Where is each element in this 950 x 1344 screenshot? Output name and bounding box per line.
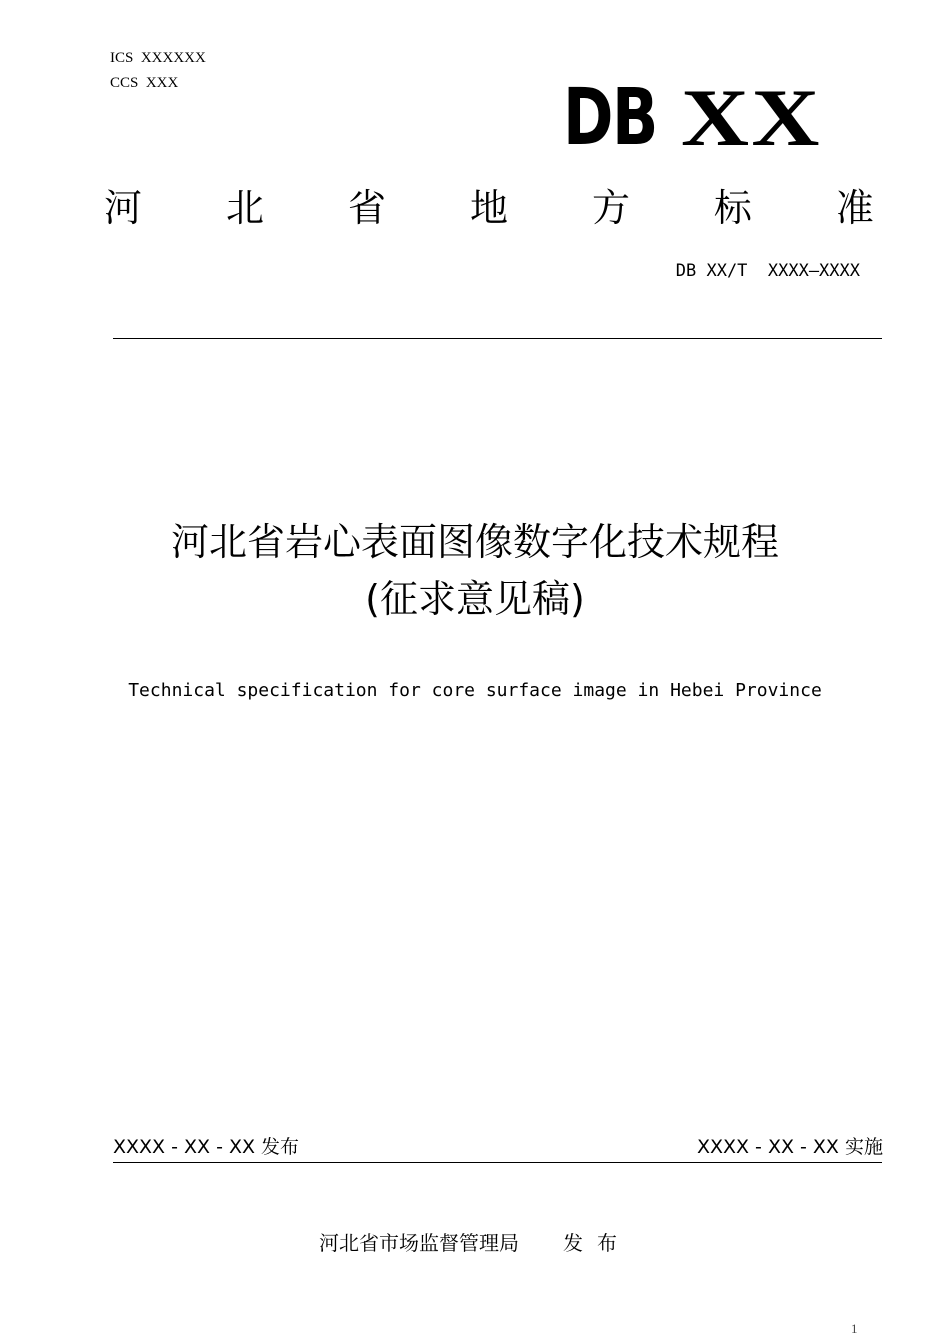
- publisher-verb: 发布: [563, 1231, 631, 1255]
- document-title: 河北省岩心表面图像数字化技术规程: [170, 520, 779, 564]
- standard-type-char: 河: [104, 186, 143, 230]
- standard-type-char: 北: [225, 186, 264, 230]
- publisher-line: [0, 1227, 950, 1256]
- footer-divider: [113, 1162, 882, 1163]
- standard-number: DB XX/T XXXX—XXXX: [675, 261, 860, 281]
- db-logo: [563, 72, 823, 163]
- page-number: 1: [851, 1321, 858, 1336]
- standard-type-char: 准: [835, 186, 874, 230]
- standard-type-char: 方: [591, 186, 630, 230]
- standard-type-heading: [104, 184, 874, 232]
- release-date: XXXX - XX - XX 发布: [113, 1136, 300, 1158]
- standard-type-char: 标: [713, 186, 752, 230]
- ccs-code: CCS XXX: [110, 75, 179, 91]
- publisher-organization: 河北省市场监督管理局: [319, 1231, 519, 1255]
- effective-date: XXXX - XX - XX 实施: [696, 1136, 883, 1158]
- english-title: Technical specification for core surface image in Hebei Province: [128, 680, 822, 701]
- header-divider: [113, 338, 882, 339]
- standard-type-char: 省: [347, 186, 386, 230]
- ics-code: ICS XXXXXX: [110, 50, 206, 66]
- classification-codes: [110, 46, 206, 96]
- document-subtitle: (征求意见稿): [365, 577, 585, 621]
- logo-xx-text: XX: [681, 72, 822, 163]
- logo-db-text: DB: [563, 73, 657, 163]
- standard-type-char: 地: [469, 186, 508, 230]
